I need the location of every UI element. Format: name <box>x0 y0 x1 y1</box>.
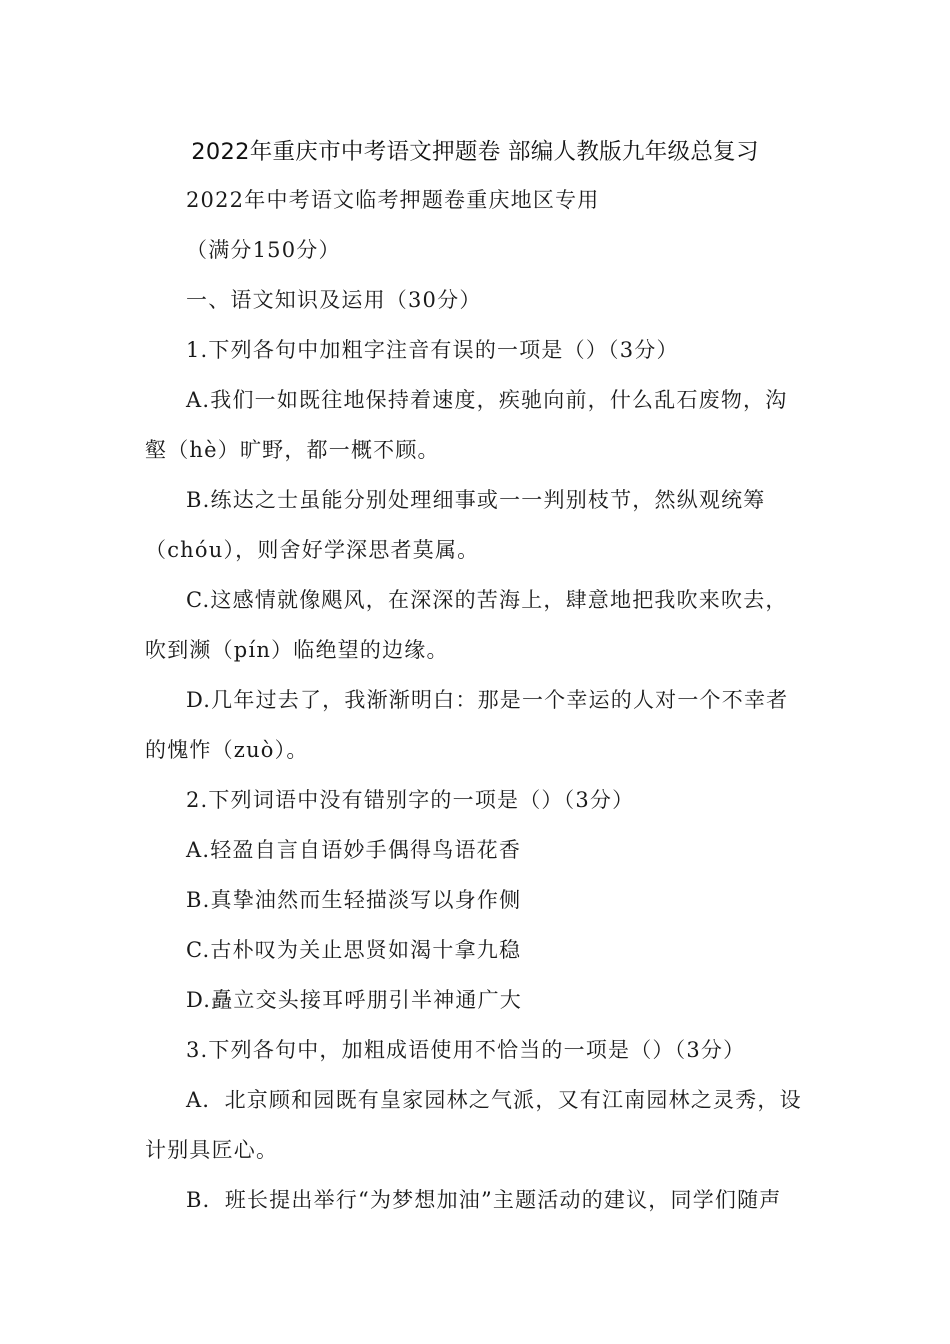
question-1: 1.下列各句中加粗字注音有误的一项是（）（3分） <box>186 338 679 362</box>
question-2: 2.下列词语中没有错别字的一项是（）（3分） <box>186 788 635 812</box>
q1-option-d-cont: 的愧怍（zuò）。 <box>145 738 309 762</box>
question-3: 3.下列各句中，加粗成语使用不恰当的一项是（）（3分） <box>186 1038 746 1062</box>
subtitle: 2022年中考语文临考押题卷重庆地区专用 <box>186 188 600 212</box>
q3-option-a: A．北京顾和园既有皇家园林之气派，又有江南园林之灵秀，设 <box>186 1088 802 1112</box>
q3-option-a-cont: 计别具匠心。 <box>145 1138 279 1162</box>
section-heading: 一、语文知识及运用（30分） <box>186 288 482 312</box>
q1-option-a: A.我们一如既往地保持着速度，疾驰向前，什么乱石废物，沟 <box>186 388 788 412</box>
q2-option-b: B.真挚油然而生轻描淡写以身作侧 <box>186 888 522 912</box>
q2-option-d: D.矗立交头接耳呼朋引半神通广大 <box>186 988 522 1012</box>
q2-option-c: C.古朴叹为关止思贤如渴十拿九稳 <box>186 938 522 962</box>
q1-option-b: B.练达之士虽能分别处理细事或一一判别枝节，然纵观统筹 <box>186 488 766 512</box>
q1-option-b-cont: （chóu），则舍好学深思者莫属。 <box>145 538 480 562</box>
q1-option-d: D.几年过去了，我渐渐明白：那是一个幸运的人对一个不幸者 <box>186 688 789 712</box>
document-title: 2022年重庆市中考语文押题卷 部编人教版九年级总复习 <box>191 139 759 165</box>
q1-option-a-cont: 壑（hè）旷野，都一概不顾。 <box>145 438 440 462</box>
full-score: （满分150分） <box>186 238 341 262</box>
q3-option-b: B．班长提出举行“为梦想加油”主题活动的建议，同学们随声 <box>186 1188 782 1212</box>
q2-option-a: A.轻盈自言自语妙手偶得鸟语花香 <box>186 838 522 862</box>
q1-option-c-cont: 吹到濒（pín）临绝望的边缘。 <box>145 638 449 662</box>
q1-option-c: C.这感情就像飓风，在深深的苦海上，肆意地把我吹来吹去， <box>186 588 788 612</box>
